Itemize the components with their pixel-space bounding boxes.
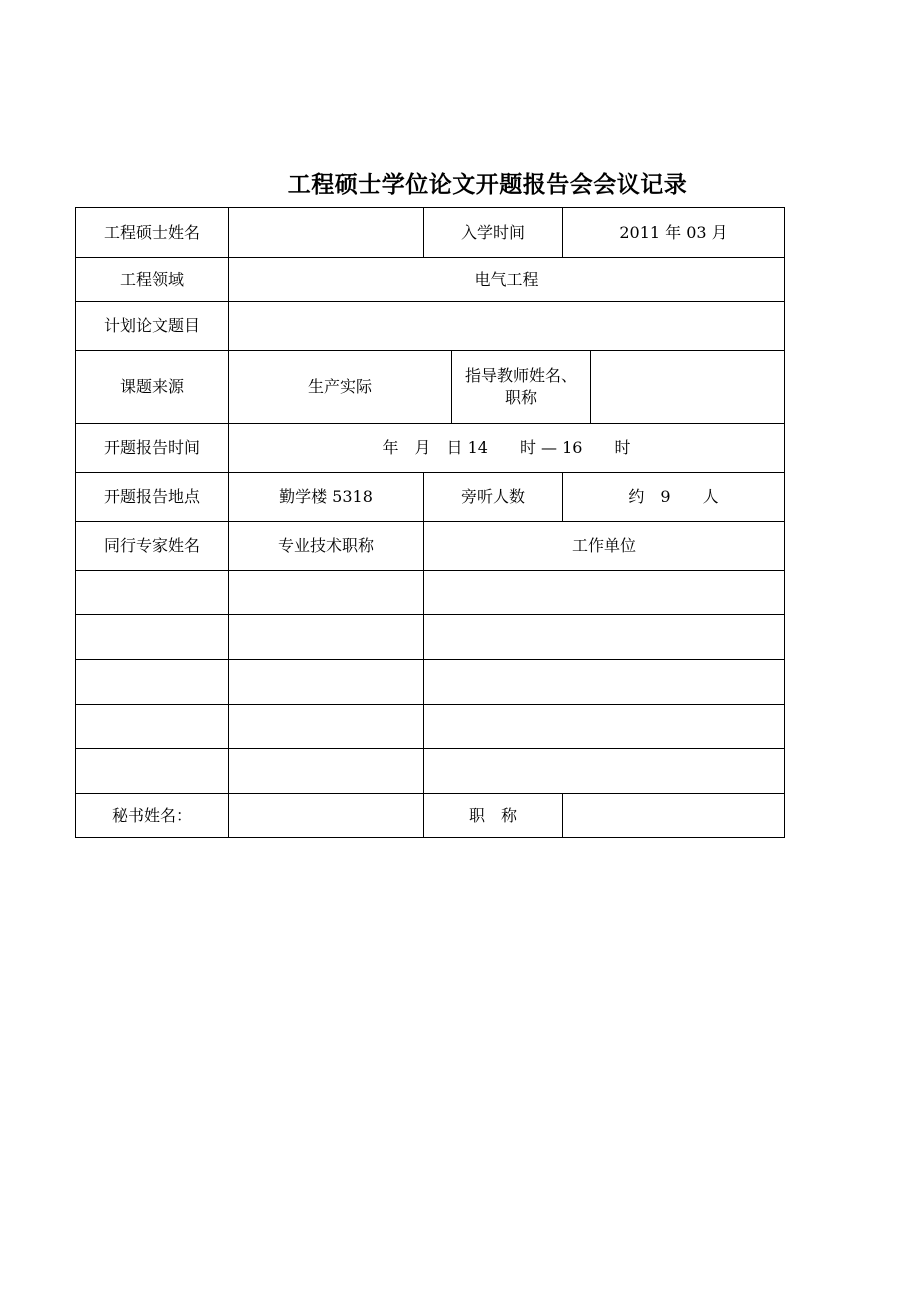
value-field: 电气工程 xyxy=(228,257,785,302)
value-report-time: 年 月 日 14 时 — 16 时 xyxy=(228,423,785,473)
expert-row-2-title xyxy=(228,614,424,660)
label-enroll-time: 入学时间 xyxy=(423,207,563,258)
expert-row-5-name xyxy=(75,748,229,794)
header-expert-name: 同行专家姓名 xyxy=(75,521,229,571)
value-student-name xyxy=(228,207,424,258)
value-secretary xyxy=(228,793,424,838)
expert-row-1-unit xyxy=(423,570,785,615)
value-audience: 约 9 人 xyxy=(562,472,785,522)
label-advisor: 指导教师姓名、职称 xyxy=(451,350,591,424)
label-student-name: 工程硕士姓名 xyxy=(75,207,229,258)
label-thesis-title: 计划论文题目 xyxy=(75,301,229,351)
value-advisor xyxy=(590,350,785,424)
expert-row-3-title xyxy=(228,659,424,705)
expert-row-1-title xyxy=(228,570,424,615)
value-topic-source: 生产实际 xyxy=(228,350,452,424)
label-topic-source: 课题来源 xyxy=(75,350,229,424)
header-expert-title: 专业技术职称 xyxy=(228,521,424,571)
page-title: 工程硕士学位论文开题报告会会议记录 xyxy=(287,172,688,198)
expert-row-4-title xyxy=(228,704,424,749)
label-report-time: 开题报告时间 xyxy=(75,423,229,473)
value-thesis-title xyxy=(228,301,785,351)
expert-row-4-name xyxy=(75,704,229,749)
label-report-place: 开题报告地点 xyxy=(75,472,229,522)
expert-row-2-unit xyxy=(423,614,785,660)
meeting-record-table xyxy=(75,207,785,838)
label-field: 工程领域 xyxy=(75,257,229,302)
expert-row-1-name xyxy=(75,570,229,615)
expert-row-3-name xyxy=(75,659,229,705)
header-work-unit: 工作单位 xyxy=(423,521,785,571)
expert-row-5-title xyxy=(228,748,424,794)
value-report-place: 勤学楼 5318 xyxy=(228,472,424,522)
label-job-title: 职 称 xyxy=(423,793,563,838)
label-secretary: 秘书姓名： xyxy=(75,793,229,838)
value-enroll-time: 2011 年 03 月 xyxy=(562,207,785,258)
label-audience: 旁听人数 xyxy=(423,472,563,522)
expert-row-5-unit xyxy=(423,748,785,794)
expert-row-3-unit xyxy=(423,659,785,705)
value-job-title xyxy=(562,793,785,838)
expert-row-2-name xyxy=(75,614,229,660)
expert-row-4-unit xyxy=(423,704,785,749)
